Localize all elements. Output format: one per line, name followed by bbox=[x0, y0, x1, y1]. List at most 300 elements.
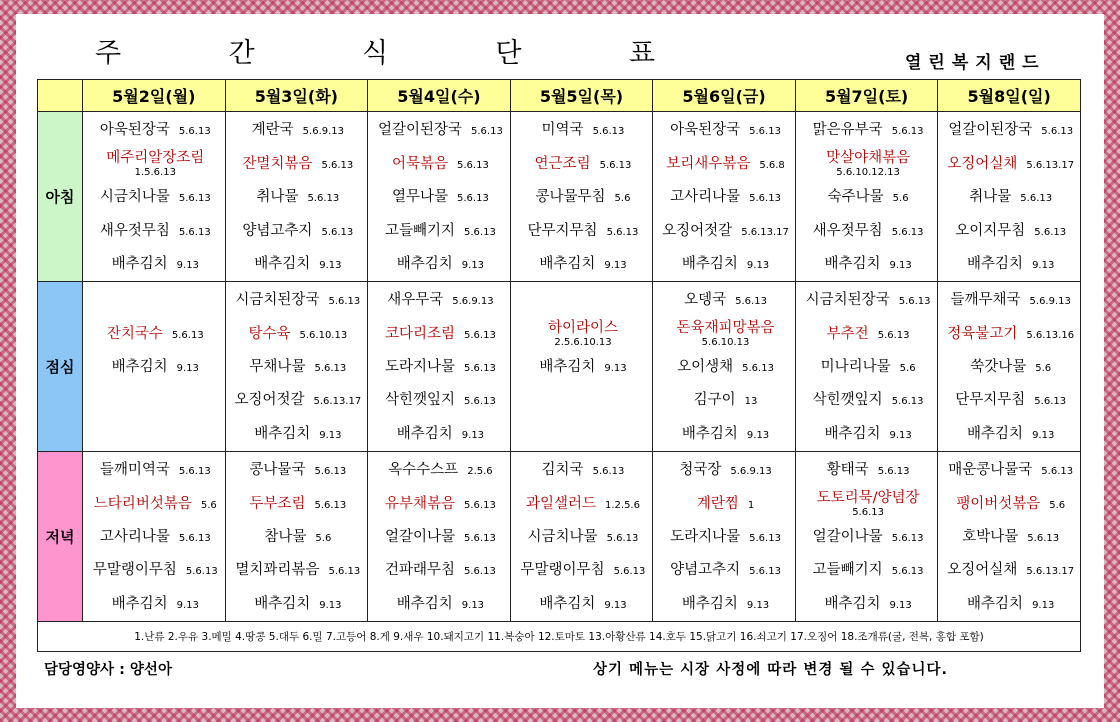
allergen-codes: 5.6.9.13 bbox=[452, 296, 494, 308]
menu-item bbox=[89, 454, 222, 487]
menu-item bbox=[89, 248, 222, 281]
dish-name: 정육불고기 bbox=[947, 325, 1018, 342]
allergen-codes: 9.13 bbox=[746, 429, 770, 441]
dish-name: 들깨미역국 bbox=[99, 462, 170, 479]
dish-name: 맑은유부국 bbox=[812, 122, 883, 139]
menu-item-row bbox=[374, 496, 507, 513]
menu-item bbox=[89, 418, 222, 451]
nutritionist-label: 담당영양사 : 양선아 bbox=[44, 662, 172, 678]
menu-item bbox=[89, 114, 222, 147]
allergen-legend: 1.난류 2.우유 3.메밀 4.땅콩 5.대두 6.밀 7.고등어 8.게 9.새우 10.돼지고기 11.복숭아 12.토마토 13.아황산류 14.호두 15.닭고기 16.쇠고기 17.오징어 18.조개류(굴, 전복, 홍합 포함) bbox=[38, 621, 1081, 651]
allergen-codes: 5.6.13.17 bbox=[1026, 159, 1075, 171]
dish-name: 도토리묵/양념장 bbox=[816, 489, 920, 506]
dish-name: 콩나물무침 bbox=[535, 189, 606, 206]
menu-item-row bbox=[944, 122, 1077, 139]
menu-item bbox=[374, 587, 507, 620]
allergen-codes: 5.6.13 bbox=[891, 226, 924, 238]
dish-name: 과일샐러드 bbox=[525, 495, 596, 512]
dish-name: 취나물 bbox=[969, 189, 1012, 206]
menu-item-row bbox=[89, 359, 222, 376]
menu-item-row bbox=[659, 392, 792, 409]
menu-item-row bbox=[374, 292, 507, 309]
menu-item bbox=[232, 454, 365, 487]
dish-name: 배추김치 bbox=[254, 595, 311, 612]
dish-name: 유부채볶음 bbox=[384, 495, 456, 512]
menu-item bbox=[802, 114, 935, 147]
dish-name: 오이생채 bbox=[677, 359, 734, 376]
menu-item bbox=[659, 384, 792, 417]
dish-name: 배추김치 bbox=[111, 359, 168, 376]
menu-cell bbox=[225, 281, 368, 451]
allergen-codes: 5.6.13 bbox=[749, 533, 781, 545]
dish-name: 얼갈이나물 bbox=[384, 529, 456, 546]
allergen-line bbox=[802, 167, 935, 179]
dish-name: 계란찜 bbox=[696, 495, 739, 512]
allergen-codes: 5.6.13 bbox=[328, 566, 361, 578]
allergen-codes: 5.6.13 bbox=[178, 126, 211, 138]
menu-item-row bbox=[802, 326, 935, 343]
meal-row bbox=[38, 451, 1081, 621]
menu-cell bbox=[225, 112, 368, 282]
menu-item bbox=[944, 181, 1077, 214]
menu-item bbox=[517, 487, 650, 520]
dish-name: 배추김치 bbox=[396, 595, 453, 612]
dish-name: 오징어실채 bbox=[947, 155, 1018, 172]
organization-name: 열린복지랜드 bbox=[905, 53, 1046, 73]
menu-item bbox=[232, 114, 365, 147]
allergen-codes: 5.6.13 bbox=[592, 126, 625, 138]
allergen-codes: 9.13 bbox=[604, 363, 627, 375]
menu-item-row bbox=[517, 359, 650, 376]
menu-item bbox=[517, 384, 650, 417]
dish-name: 매운콩나물국 bbox=[948, 462, 1033, 479]
menu-item bbox=[659, 147, 792, 180]
allergen-codes: 5.6.13.17 bbox=[741, 226, 789, 238]
allergen-codes: 5.6.13 bbox=[328, 296, 361, 308]
dish-name: 새우젓무침 bbox=[99, 222, 170, 239]
allergen-codes: 5.6 bbox=[200, 499, 217, 511]
dish-name: 배추김치 bbox=[967, 425, 1024, 442]
menu-item bbox=[374, 114, 507, 147]
menu-item bbox=[89, 587, 222, 620]
dish-name: 고들빼기지 bbox=[384, 222, 456, 239]
dish-name: 배추김치 bbox=[824, 255, 881, 272]
dish-name: 연근조림 bbox=[534, 155, 591, 172]
dish-name: 하이라이스 bbox=[547, 319, 618, 336]
allergen-codes: 5.6.13 bbox=[185, 566, 218, 578]
menu-item-row bbox=[232, 326, 365, 343]
dish-name: 시금치된장국 bbox=[805, 292, 890, 309]
dish-name: 오징어젓갈 bbox=[234, 392, 305, 409]
menu-item bbox=[232, 521, 365, 554]
dish-name: 무말랭이무침 bbox=[92, 562, 177, 579]
menu-item bbox=[89, 487, 222, 520]
allergen-codes: 5.6.13 bbox=[742, 363, 774, 375]
menu-item bbox=[659, 214, 792, 247]
menu-item-row bbox=[374, 359, 507, 376]
menu-cell bbox=[510, 281, 653, 451]
menu-item bbox=[374, 214, 507, 247]
day-header: 5월3일(화) bbox=[225, 80, 368, 112]
allergen-codes: 9.13 bbox=[889, 599, 912, 611]
menu-item bbox=[89, 147, 222, 180]
dish-name: 숙주나물 bbox=[827, 189, 884, 206]
dish-name: 메주리알장조림 bbox=[106, 150, 205, 166]
menu-item-row bbox=[89, 529, 222, 546]
menu-item-row bbox=[659, 529, 792, 546]
allergen-codes: 5.6.13 bbox=[178, 466, 211, 478]
allergen-codes: 9.13 bbox=[176, 599, 199, 611]
menu-item-row bbox=[374, 256, 507, 273]
change-notice: 상기 메뉴는 시장 사정에 따라 변경 될 수 있습니다. bbox=[593, 662, 949, 678]
menu-item bbox=[232, 317, 365, 350]
dish-name: 시금치나물 bbox=[527, 529, 598, 546]
dish-name: 배추김치 bbox=[254, 425, 311, 442]
menu-item bbox=[944, 351, 1077, 384]
dish-name: 오뎅국 bbox=[684, 292, 727, 309]
dish-name: 도라지나물 bbox=[384, 359, 456, 376]
menu-item-row bbox=[802, 292, 935, 309]
menu-item bbox=[517, 248, 650, 281]
day-header-row bbox=[38, 80, 1081, 112]
dish-name: 두부조림 bbox=[249, 495, 306, 512]
allergen-codes: 9.13 bbox=[319, 259, 342, 271]
menu-item-row bbox=[802, 462, 935, 479]
menu-item-row bbox=[802, 426, 935, 443]
menu-item-row bbox=[517, 223, 650, 240]
menu-item-row bbox=[232, 596, 365, 613]
menu-item bbox=[802, 554, 935, 587]
menu-item-row bbox=[944, 326, 1077, 343]
menu-cell bbox=[510, 451, 653, 621]
menu-item-row bbox=[232, 223, 365, 240]
menu-item bbox=[659, 521, 792, 554]
dish-name: 건파래무침 bbox=[384, 562, 456, 579]
menu-item-row bbox=[802, 596, 935, 613]
menu-item bbox=[89, 521, 222, 554]
menu-item-row bbox=[944, 529, 1077, 546]
menu-item-row bbox=[944, 392, 1077, 409]
menu-cell bbox=[368, 281, 511, 451]
dish-name: 아욱된장국 bbox=[670, 122, 741, 139]
allergen-codes: 9.13 bbox=[1032, 259, 1055, 271]
allergen-legend-row bbox=[38, 621, 1081, 651]
menu-item-row bbox=[89, 122, 222, 139]
menu-item bbox=[374, 181, 507, 214]
allergen-codes: 9.13 bbox=[461, 599, 485, 611]
menu-item bbox=[517, 284, 650, 317]
allergen-codes: 9.13 bbox=[461, 429, 485, 441]
allergen-codes: 5.6 bbox=[1049, 499, 1066, 511]
dish-name: 배추김치 bbox=[111, 255, 168, 272]
allergen-codes: 1 bbox=[747, 499, 755, 511]
allergen-codes: 5.6.13 bbox=[457, 193, 489, 205]
menu-item bbox=[659, 317, 792, 350]
menu-item-row bbox=[659, 462, 792, 479]
dish-name: 배추김치 bbox=[824, 425, 881, 442]
menu-item bbox=[232, 284, 365, 317]
menu-item bbox=[374, 248, 507, 281]
dish-name: 탕수육 bbox=[248, 325, 291, 342]
menu-item-row bbox=[944, 426, 1077, 443]
menu-item-row bbox=[232, 392, 365, 409]
menu-item bbox=[374, 487, 507, 520]
allergen-codes: 2.5.6 bbox=[467, 466, 493, 478]
dish-name: 얼갈이된장국 bbox=[948, 122, 1033, 139]
allergen-codes: 5.6.13 bbox=[307, 193, 340, 205]
allergen-codes: 5.6.13 bbox=[457, 159, 489, 171]
menu-cell bbox=[795, 281, 938, 451]
allergen-line bbox=[659, 337, 792, 349]
menu-item-row bbox=[232, 256, 365, 273]
menu-item bbox=[374, 384, 507, 417]
allergen-codes: 5.6.13 bbox=[314, 499, 347, 511]
title-char: 식 bbox=[361, 37, 389, 69]
menu-item-row bbox=[374, 326, 507, 343]
allergen-codes: 5.6.13 bbox=[1020, 193, 1053, 205]
allergen-codes: 5.6.10.13 bbox=[299, 329, 348, 341]
menu-cell bbox=[938, 112, 1081, 282]
menu-cell bbox=[795, 112, 938, 282]
dish-name: 단무지무침 bbox=[527, 222, 598, 239]
menu-item bbox=[374, 521, 507, 554]
dish-name: 잔멸치볶음 bbox=[242, 155, 313, 172]
menu-item bbox=[802, 147, 935, 180]
allergen-codes: 5.6.13 bbox=[898, 296, 931, 308]
menu-item-row bbox=[802, 122, 935, 139]
allergen-codes: 5.6.13 bbox=[606, 226, 639, 238]
allergen-codes: 9.13 bbox=[1032, 599, 1055, 611]
menu-item bbox=[659, 454, 792, 487]
menu-cell bbox=[653, 281, 796, 451]
menu-item bbox=[659, 587, 792, 620]
menu-item bbox=[232, 554, 365, 587]
menu-item bbox=[374, 554, 507, 587]
menu-item bbox=[944, 114, 1077, 147]
menu-item-row bbox=[232, 462, 365, 479]
meal-label: 저녁 bbox=[38, 451, 83, 621]
menu-item-row bbox=[89, 562, 222, 579]
dish-name: 무채나물 bbox=[249, 359, 306, 376]
menu-item-row bbox=[374, 596, 507, 613]
menu-item bbox=[944, 587, 1077, 620]
allergen-codes: 5.6.13 bbox=[599, 159, 632, 171]
menu-item-row bbox=[89, 496, 222, 513]
menu-item bbox=[944, 214, 1077, 247]
menu-item-row bbox=[232, 189, 365, 206]
allergen-codes: 5.6.13 bbox=[1041, 466, 1074, 478]
day-header: 5월7일(토) bbox=[795, 80, 938, 112]
allergen-codes: 5.6.13 bbox=[877, 329, 910, 341]
menu-item bbox=[802, 418, 935, 451]
menu-item bbox=[944, 521, 1077, 554]
title-char: 간 bbox=[228, 37, 255, 69]
menu-item-row bbox=[517, 156, 650, 173]
allergen-codes: 9.13 bbox=[319, 429, 342, 441]
allergen-codes: 9.13 bbox=[461, 259, 485, 271]
menu-item bbox=[802, 181, 935, 214]
dish-name: 코다리조림 bbox=[384, 325, 456, 342]
allergen-codes: 5.6.13.17 bbox=[1026, 566, 1075, 578]
dish-name: 멸치꽈리볶음 bbox=[235, 562, 320, 579]
dish-name: 아욱된장국 bbox=[99, 122, 170, 139]
dish-name: 김구이 bbox=[693, 392, 736, 409]
allergen-codes: 9.13 bbox=[176, 259, 199, 271]
allergen-codes: 5.6.13 bbox=[592, 466, 625, 478]
menu-item-row bbox=[374, 392, 507, 409]
dish-name: 쑥갓나물 bbox=[970, 359, 1027, 376]
dish-name: 배추김치 bbox=[539, 595, 596, 612]
menu-item-row bbox=[517, 596, 650, 613]
allergen-codes: 5.6 bbox=[614, 193, 631, 205]
menu-item-row bbox=[944, 562, 1077, 579]
menu-item-row bbox=[802, 223, 935, 240]
menu-item bbox=[517, 418, 650, 451]
dish-name: 오징어젓갈 bbox=[662, 222, 733, 239]
dish-name: 팽이버섯볶음 bbox=[956, 495, 1041, 512]
day-header: 5월5일(목) bbox=[510, 80, 653, 112]
dish-name: 고사리나물 bbox=[99, 529, 170, 546]
dish-name: 배추김치 bbox=[539, 359, 596, 376]
allergen-codes: 5.6.13.17 bbox=[313, 396, 362, 408]
allergen-codes: 5.6.13 bbox=[749, 566, 781, 578]
dish-name: 배추김치 bbox=[681, 255, 738, 272]
menu-item-row bbox=[89, 462, 222, 479]
menu-item-row bbox=[232, 359, 365, 376]
menu-item-row bbox=[659, 292, 792, 309]
menu-item-row bbox=[517, 562, 650, 579]
menu-item bbox=[944, 147, 1077, 180]
menu-item-row bbox=[232, 426, 365, 443]
dish-name: 배추김치 bbox=[681, 425, 738, 442]
allergen-codes: 5.6.9.13 bbox=[302, 126, 345, 138]
menu-item bbox=[659, 418, 792, 451]
menu-item-row bbox=[802, 392, 935, 409]
menu-item-row bbox=[659, 562, 792, 579]
menu-item bbox=[89, 181, 222, 214]
allergen-codes: 5.6.13 bbox=[613, 566, 646, 578]
menu-item-row bbox=[89, 256, 222, 273]
menu-item bbox=[659, 248, 792, 281]
menu-item bbox=[89, 214, 222, 247]
day-header: 5월6일(금) bbox=[653, 80, 796, 112]
allergen-codes: 5.6.13 bbox=[171, 329, 204, 341]
dish-name: 배추김치 bbox=[681, 595, 738, 612]
dish-name: 오징어실채 bbox=[947, 562, 1018, 579]
menu-item bbox=[517, 521, 650, 554]
menu-item bbox=[944, 418, 1077, 451]
menu-item bbox=[659, 181, 792, 214]
menu-item bbox=[232, 587, 365, 620]
dish-name: 삭힌깻잎지 bbox=[384, 392, 456, 409]
menu-item bbox=[89, 384, 222, 417]
corner-cell bbox=[38, 80, 83, 112]
dish-name: 삭힌깻잎지 bbox=[812, 392, 883, 409]
dish-name: 얼갈이된장국 bbox=[377, 122, 463, 139]
menu-item-row bbox=[89, 326, 222, 343]
title-char: 단 bbox=[495, 37, 522, 69]
menu-item-row bbox=[659, 426, 792, 443]
menu-item bbox=[374, 147, 507, 180]
menu-item bbox=[802, 351, 935, 384]
menu-item bbox=[374, 418, 507, 451]
menu-item bbox=[944, 317, 1077, 350]
dish-name: 느타리버섯볶음 bbox=[93, 495, 192, 512]
menu-item-row bbox=[802, 562, 935, 579]
menu-item-row bbox=[659, 122, 792, 139]
menu-item bbox=[232, 351, 365, 384]
menu-cell bbox=[795, 451, 938, 621]
menu-item bbox=[802, 454, 935, 487]
menu-item bbox=[517, 587, 650, 620]
allergen-codes: 5.6 bbox=[315, 533, 332, 545]
allergen-codes: 5.6.13 bbox=[1027, 533, 1060, 545]
allergen-codes: 5.6.13 bbox=[471, 126, 503, 138]
menu-cell bbox=[653, 112, 796, 282]
menu-item bbox=[944, 454, 1077, 487]
menu-item bbox=[944, 248, 1077, 281]
allergen-codes: 9.13 bbox=[889, 259, 912, 271]
dish-name: 보리새우볶음 bbox=[666, 155, 751, 172]
menu-item bbox=[89, 284, 222, 317]
dish-name: 황태국 bbox=[826, 462, 869, 479]
menu-item-row bbox=[802, 189, 935, 206]
dish-name: 배추김치 bbox=[967, 595, 1024, 612]
menu-item-row bbox=[517, 496, 650, 513]
title-char: 주 bbox=[95, 37, 122, 69]
dish-name: 취나물 bbox=[256, 189, 299, 206]
menu-item-row bbox=[232, 122, 365, 139]
menu-item bbox=[232, 147, 365, 180]
menu-item-row bbox=[374, 223, 507, 240]
allergen-codes: 5.6.13 bbox=[891, 566, 924, 578]
menu-item-row bbox=[517, 256, 650, 273]
day-header: 5월8일(일) bbox=[938, 80, 1081, 112]
dish-name: 배추김치 bbox=[254, 255, 311, 272]
allergen-codes: 5.6.13 bbox=[464, 396, 496, 408]
allergen-line bbox=[802, 507, 935, 519]
meal-row bbox=[38, 281, 1081, 451]
dish-name: 배추김치 bbox=[824, 595, 881, 612]
menu-item bbox=[517, 114, 650, 147]
menu-item-row bbox=[374, 562, 507, 579]
dish-name: 새우젓무침 bbox=[812, 222, 883, 239]
menu-item bbox=[232, 181, 365, 214]
allergen-codes: 5.6.13 bbox=[749, 193, 781, 205]
menu-item-row bbox=[232, 292, 365, 309]
allergen-codes: 1.5.6.13 bbox=[134, 166, 176, 178]
menu-item-row bbox=[944, 223, 1077, 240]
dish-name: 계란국 bbox=[251, 122, 294, 139]
menu-cell bbox=[368, 112, 511, 282]
menu-item-row bbox=[232, 562, 365, 579]
allergen-codes: 5.6.13 bbox=[877, 466, 910, 478]
allergen-codes: 5.6.13 bbox=[735, 296, 767, 308]
menu-item bbox=[89, 317, 222, 350]
menu-item-row bbox=[517, 462, 650, 479]
menu-cell bbox=[83, 451, 226, 621]
menu-item-row bbox=[232, 529, 365, 546]
menu-item-row bbox=[517, 122, 650, 139]
menu-item bbox=[802, 487, 935, 520]
menu-item-row bbox=[802, 150, 935, 167]
allergen-codes: 5.6.9.13 bbox=[1029, 296, 1071, 308]
menu-cell bbox=[225, 451, 368, 621]
menu-item-row bbox=[89, 189, 222, 206]
dish-name: 무말랭이무침 bbox=[520, 562, 605, 579]
menu-item-row bbox=[374, 122, 507, 139]
dish-name: 도라지나물 bbox=[670, 529, 741, 546]
